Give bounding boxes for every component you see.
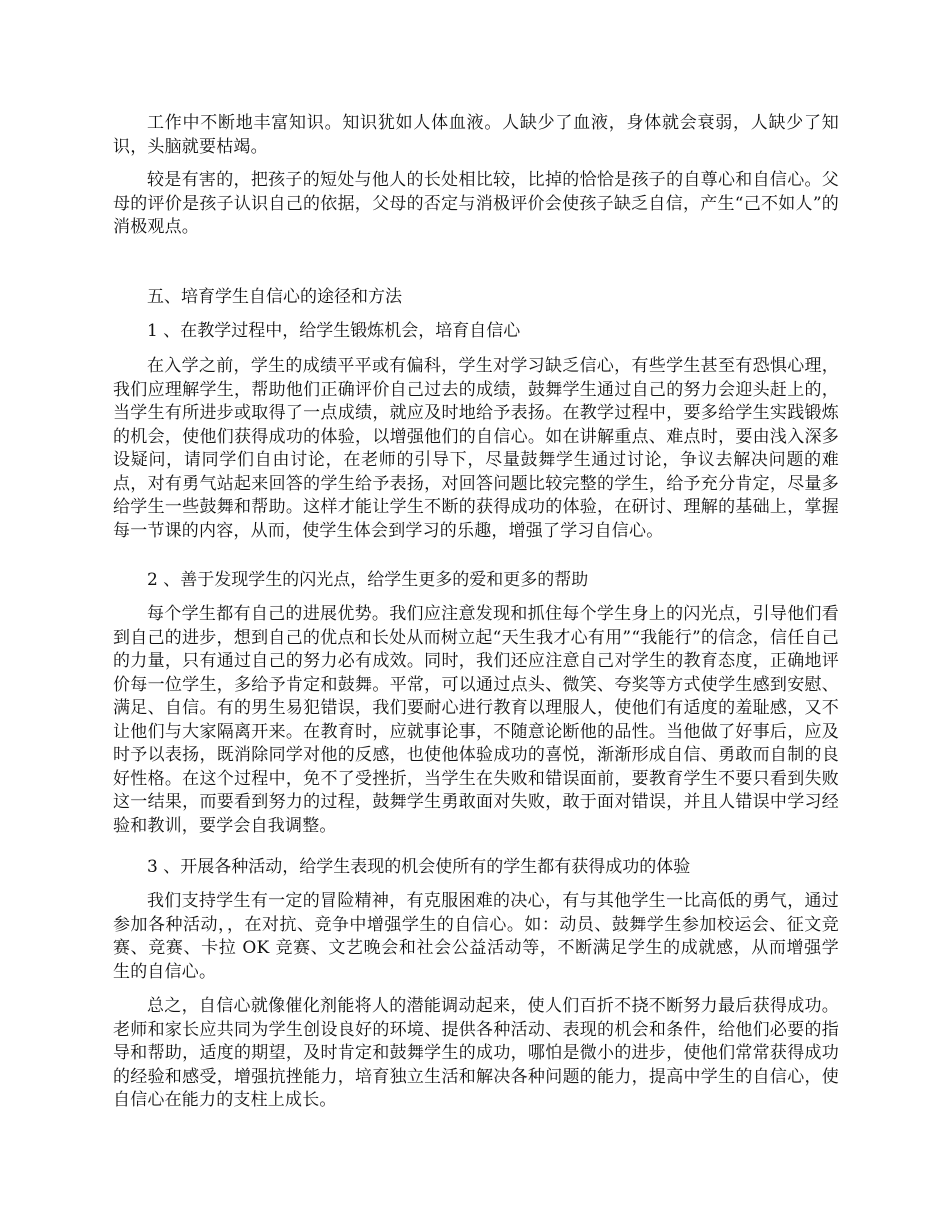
subheading-2: 2 、善于发现学生的闪光点，给学生更多的爱和更多的帮助	[147, 570, 589, 590]
subheading-3: 3 、开展各种活动，给学生表现的机会使所有的学生都有获得成功的体验	[147, 857, 691, 877]
paragraph-conclusion: 总之，自信心就像催化剂能将人的潜能调动起来，使人们百折不挠不断努力最后获得成功。老师和家长应共同为学生创设良好的环境、提供各种活动、表现的机会和条件，给他们必要的指导和帮助，适度的期望，及时肯定和鼓舞学生的成功，哪怕是微小的进步，使他们常常获得成功的经验和感受，增强抗挫能力，培育独立生活和解决各种问题的能力，提高中学生的自信心，使自信心在能力的支柱上成长。	[113, 996, 839, 1110]
section-heading-5: 五、培育学生自信心的途径和方法	[147, 287, 402, 307]
paragraph-sub3: 我们支持学生有一定的冒险精神，有克服困难的决心，有与其他学生一比高低的勇气，通过参加各种活动，，在对抗、竞争中增强学生的自信心。如：动员、鼓舞学生参加校运会、征文竞赛、竞赛、卡拉 OK 竞赛、文艺晚会和社会公益活动等，不断满足学生的成就感，从而增强学生的自信心。	[113, 891, 839, 982]
paragraph-sub1: 在入学之前，学生的成绩平平或有偏科，学生对学习缺乏信心，有些学生甚至有恐惧心理，我们应理解学生，帮助他们正确评价自己过去的成绩，鼓舞学生通过自己的努力会迎头赶上的，当学生有所进步或取得了一点成绩，就应及时地给予表扬。在教学过程中，要多给学生实践锻炼的机会，使他们获得成功的体验，以增强他们的自信心。如在讲解重点、难点时，要由浅入深多设疑问，请同学们自由讨论，在老师的引导下，尽量鼓舞学生通过讨论，争议去解决问题的难点，对有勇气站起来回答的学生给予表扬，对回答问题比较完整的学生，给予充分肯定，尽量多给学生一些鼓舞和帮助。这样才能让学生不断的获得成功的体验，在研讨、理解的基础上，掌握每一节课的内容，从而，使学生体会到学习的乐趣，增强了学习自信心。	[113, 356, 839, 541]
paragraph-sub2: 每个学生都有自己的进展优势。我们应注意发现和抓住每个学生身上的闪光点，引导他们看到自己的进步，想到自己的优点和长处从而树立起“天生我才心有用”“我能行”的信念，信任自己的力量，只有通过自己的努力必有成效。同时，我们还应注意自己对学生的教育态度，正确地评价每一位学生，多给予肯定和鼓舞。平常，可以通过点头、微笑、夸奖等方式使学生感到安慰、满足、自信。有的男生易犯错误，我们要耐心进行教育以理服人，使他们有适度的羞耻感，又不让他们与大家隔离开来。在教育时，应就事论事，不随意论断他的品性。当他做了好事后，应及时予以表扬，既消除同学对他的反感，也使他体验成功的喜悦，渐渐形成自信、勇敢而自制的良好性格。在这个过程中，免不了受挫折，当学生在失败和错误面前，要教育学生不要只看到失败这一结果，而要看到努力的过程，鼓舞学生勇敢面对失败，敢于面对错误，并且人错误中学习经验和教训，要学会自我调整。	[113, 604, 839, 836]
paragraph-comparison: 较是有害的，把孩子的短处与他人的长处相比较，比掉的恰恰是孩子的自尊心和自信心。父母的评价是孩子认识自己的依据，父母的否定与消极评价会使孩子缺乏自信，产生“己不如人”的消极观点。	[113, 170, 839, 237]
subheading-1: 1 、在教学过程中，给学生锻炼机会，培育自信心	[147, 321, 521, 341]
paragraph-knowledge: 工作中不断地丰富知识。知识犹如人体血液。人缺少了血液，身体就会衰弱，人缺少了知识，头脑就要枯竭。	[113, 113, 839, 157]
